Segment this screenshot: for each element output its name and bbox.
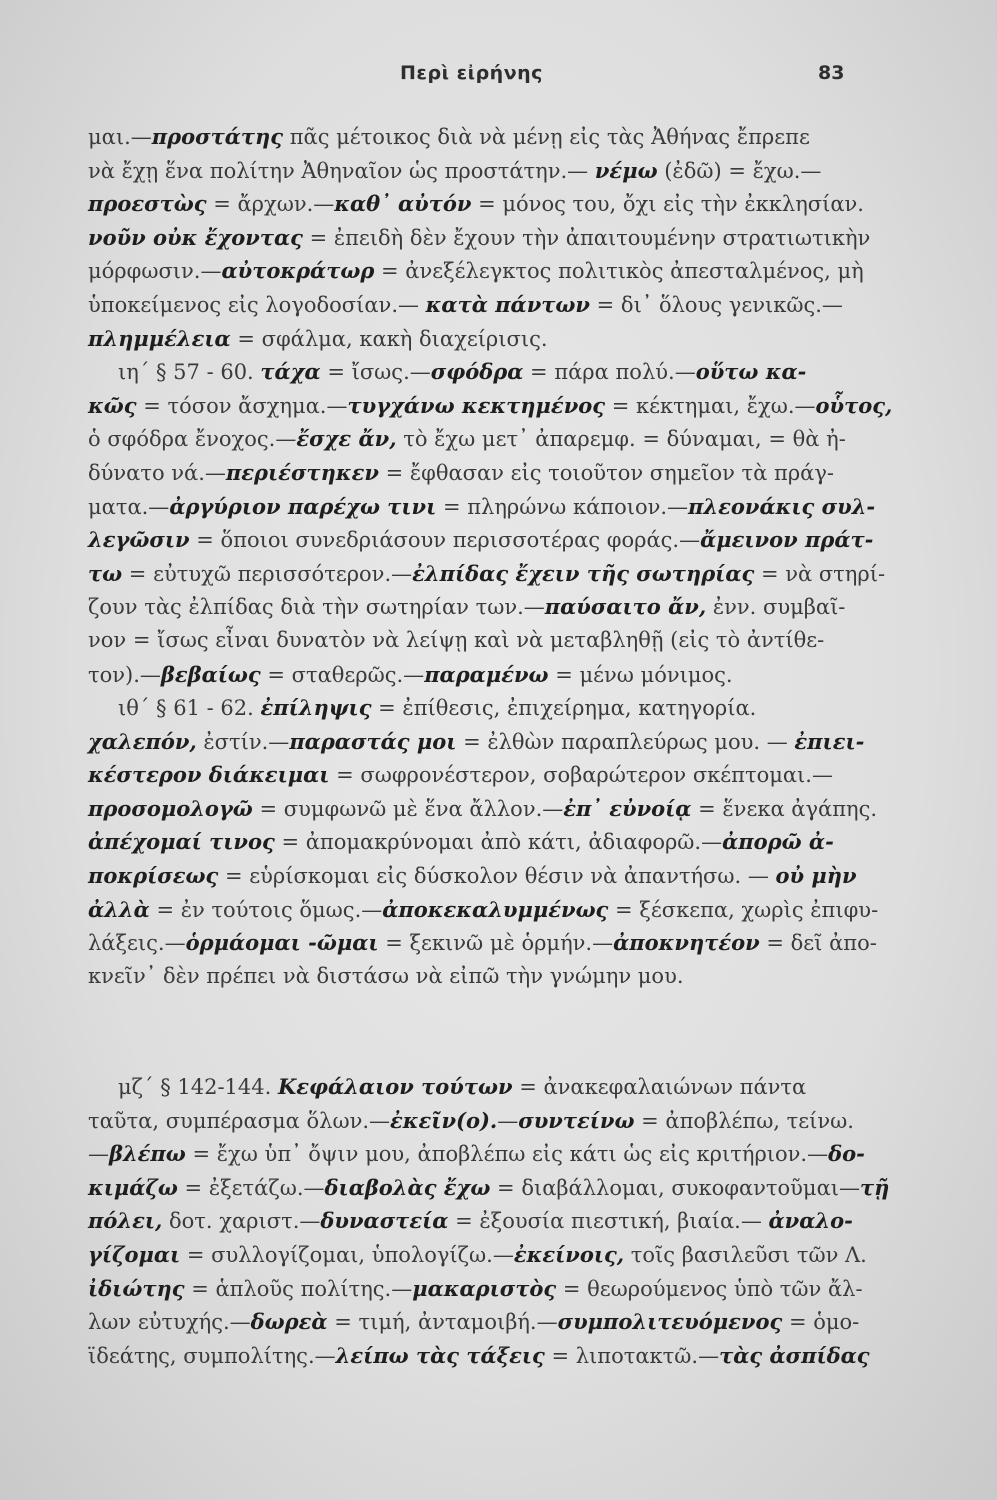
text-line <box>88 1272 863 1306</box>
glossary-text: = ἐλθὼν παραπλεύρως μου. — <box>456 729 795 754</box>
glossary-term: νέμω <box>594 157 658 183</box>
text-line <box>88 523 874 557</box>
glossary-term: ἄμεινον πράτ- <box>700 527 874 553</box>
glossary-term: οὐ μὴν <box>775 863 857 889</box>
page-number: 83 <box>818 62 845 84</box>
glossary-text: ιη´ § 57 - 60. <box>118 360 261 385</box>
text-line <box>88 288 854 322</box>
glossary-term: συμπολιτευόμενος <box>557 1309 783 1335</box>
glossary-text: = σταθερῶς.— <box>260 662 425 687</box>
running-title: Περὶ εἰρήνης <box>400 62 543 84</box>
glossary-term: δο- <box>828 1141 865 1167</box>
glossary-block-2 <box>88 1070 890 1372</box>
text-line <box>88 859 857 893</box>
glossary-term: πλεονάκις συλ- <box>688 493 876 519</box>
glossary-text: = μόνος του, ὄχι εἰς τὴν ἐκκλησίαν. <box>471 192 864 217</box>
glossary-text: = τόσον ἄσχημα.— <box>136 393 348 418</box>
text-line <box>88 1070 854 1104</box>
glossary-text: = συμφωνῶ μὲ ἕνα ἄλλον.— <box>252 796 564 821</box>
glossary-term: πλημμέλεια <box>88 325 231 351</box>
glossary-term: κῶς <box>88 392 137 418</box>
glossary-term: περιέστηκεν <box>225 459 379 485</box>
glossary-block-1 <box>88 120 893 993</box>
glossary-text: ὑποκείμενος εἰς λογοδοσίαν.— <box>88 292 426 317</box>
glossary-term: λεγῶσιν <box>88 527 190 553</box>
text-line <box>88 1104 854 1138</box>
glossary-text: ζουν τὰς ἐλπίδας διὰ τὴν σωτηρίαν των.— <box>88 595 545 620</box>
text-line <box>88 1204 854 1238</box>
glossary-term: παραμένω <box>424 661 549 687</box>
glossary-text: = ἴσως.— <box>320 360 431 385</box>
glossary-term: σφόδρα <box>430 359 524 385</box>
glossary-text: = ὁμο- <box>782 1310 860 1335</box>
glossary-term: τυγχάνω κεκτημένος <box>347 392 606 418</box>
glossary-term: Κεφάλαιον τούτων <box>278 1074 513 1099</box>
text-line <box>88 154 854 188</box>
glossary-text: = πληρώνω κάποιον.— <box>436 494 689 519</box>
glossary-text: = ξεκινῶ μὲ ὁρμήν.— <box>378 931 614 956</box>
glossary-text: ματα.— <box>88 494 170 519</box>
text-line <box>88 1238 867 1272</box>
glossary-text: = ἔχω ὑπ᾽ ὄψιν μου, ἀποβλέπω εἰς κάτι ὡς εἰς κριτήριον.— <box>185 1142 829 1167</box>
text-line <box>88 254 864 288</box>
glossary-term: ἀλλὰ <box>88 896 150 922</box>
glossary-text: (ἐδῶ) = ἔχω.— <box>657 158 822 183</box>
glossary-text: = νὰ στηρί- <box>754 561 886 586</box>
glossary-term: γίζομαι <box>88 1241 181 1267</box>
glossary-term: βλέπω <box>109 1141 186 1167</box>
glossary-term: κέστερον διάκειμαι <box>88 762 330 788</box>
glossary-text: κνεῖν᾽ δὲν πρέπει νὰ διστάσω νὰ εἰπῶ τὴν γνώμην μου. <box>88 963 684 988</box>
glossary-term: κιμάζω <box>88 1174 178 1200</box>
glossary-text: ὁ σφόδρα ἔνοχος.— <box>88 427 297 452</box>
glossary-text: δύνατο νά.— <box>88 460 226 485</box>
text-line <box>88 490 876 524</box>
glossary-term: προεστὼς <box>88 191 207 217</box>
text-line <box>88 1339 870 1373</box>
glossary-term: ἐκεῖν(ο). <box>390 1107 498 1133</box>
glossary-term: δωρεὰ <box>250 1309 328 1335</box>
glossary-text: = ἕνεκα ἀγάπης. <box>691 796 878 821</box>
glossary-text: = ἐξουσία πιεστική, βιαία.— <box>448 1209 769 1234</box>
text-line <box>88 120 854 154</box>
glossary-term: χαλεπόν, <box>88 728 197 754</box>
glossary-term: διαβολὰς ἔχω <box>324 1174 491 1200</box>
glossary-term: καθ᾽ αὐτόν <box>334 191 472 217</box>
glossary-text: = ἀνακεφαλαιώνων πάντα <box>512 1075 807 1099</box>
text-line <box>88 322 854 356</box>
glossary-text: μόρφωσιν.— <box>88 259 222 284</box>
glossary-term: πόλει, <box>88 1208 163 1234</box>
glossary-term: δυναστεία <box>320 1208 449 1234</box>
text-line <box>88 389 893 423</box>
text-line <box>88 355 854 389</box>
glossary-term: παραστάς μοι <box>289 728 457 754</box>
glossary-term: ἔσχε ἄν, <box>296 426 397 452</box>
glossary-text: ϊδεάτης, συμπολίτης.— <box>88 1343 336 1368</box>
glossary-text: = συλλογίζομαι, ὑπολογίζω.— <box>180 1242 514 1267</box>
glossary-text: δοτ. χαριστ.— <box>162 1209 321 1234</box>
glossary-text: ιθ´ § 61 - 62. <box>118 696 261 721</box>
glossary-text: = ἀποβλέπω, τείνω. <box>634 1108 854 1133</box>
glossary-term: νοῦν οὐκ ἔχοντας <box>88 224 303 250</box>
glossary-text: τὸ ἔχω μετ᾽ ἀπαρεμφ. = δύναμαι, = θὰ ἠ- <box>396 427 846 452</box>
glossary-text: τον).— <box>88 662 161 687</box>
glossary-term: παύσαιτο ἄν, <box>544 594 707 620</box>
glossary-text: = εὐτυχῶ περισσότερον.— <box>122 561 413 586</box>
glossary-text: = τιμή, ἀνταμοιβή.— <box>327 1310 558 1335</box>
text-line <box>88 557 886 591</box>
glossary-text: = ἔφθασαν εἰς τοιοῦτον σημεῖον τὰ πράγ- <box>378 460 834 485</box>
text-line <box>88 1137 865 1171</box>
text-line <box>88 624 854 658</box>
glossary-term: ἀποκνητέον <box>613 930 760 956</box>
glossary-text: ἐστίν.— <box>196 729 290 754</box>
page-header <box>0 62 997 92</box>
glossary-text: = κέκτημαι, ἔχω.— <box>605 393 816 418</box>
glossary-term: προσομολογῶ <box>88 795 253 821</box>
glossary-text: = σωφρονέστερον, σοβαρώτερον σκέπτομαι.— <box>329 763 833 788</box>
glossary-term: μακαριστὸς <box>412 1275 557 1301</box>
glossary-text: ταῦτα, συμπέρασμα ὅλων.— <box>88 1108 391 1133</box>
glossary-text: — <box>497 1108 519 1133</box>
glossary-text: = δεῖ ἀπο- <box>759 931 877 956</box>
glossary-text: = σφάλμα, κακὴ διαχείρισις. <box>230 326 548 351</box>
glossary-text: = ἐπίθεσις, ἐπιχείρημα, κατηγορία. <box>371 696 757 721</box>
glossary-term: προστάτης <box>151 124 284 149</box>
glossary-text: λάξεις.— <box>88 931 186 956</box>
text-line <box>88 1171 890 1205</box>
glossary-term: ἐπ᾽ εὐνοίᾳ <box>563 795 692 821</box>
glossary-text: λων εὐτυχής.— <box>88 1310 251 1335</box>
glossary-text: — <box>88 1142 109 1167</box>
glossary-term: ἀπορῶ ἀ- <box>722 829 834 855</box>
text-line <box>88 926 877 960</box>
glossary-text: = εὑρίσκομαι εἰς δύσκολον θέσιν νὰ ἀπαντήσω. — <box>218 864 776 889</box>
text-line <box>88 187 864 221</box>
glossary-text: = ἐπειδὴ δὲν ἔχουν τὴν ἀπαιτουμένην στρατιωτικὴν <box>302 225 871 250</box>
text-line <box>88 456 854 490</box>
glossary-text: = πάρα πολύ.— <box>523 360 696 385</box>
glossary-term: ἰδιώτης <box>88 1275 185 1301</box>
text-line <box>88 658 854 692</box>
glossary-term: τάχα <box>260 359 321 385</box>
glossary-text: μαι.— <box>88 125 152 149</box>
text-line <box>88 590 854 624</box>
glossary-text: = ἐν τούτοις ὅμως.— <box>149 897 383 922</box>
glossary-text: = μένω μόνιμος. <box>548 662 733 687</box>
glossary-text: = ἀνεξέλεγκτος πολιτικὸς ἀπεσταλμένος, μὴ <box>374 259 864 284</box>
glossary-text: πᾶς μέτοικος διὰ νὰ μένῃ εἰς τὰς Ἀθήνας ἔπρεπε <box>283 125 810 149</box>
glossary-text: = ἐξετάζω.— <box>177 1175 325 1200</box>
glossary-text: τοῖς βασιλεῦσι τῶν Λ. <box>624 1242 867 1267</box>
glossary-term: ἀργύριον παρέχω τινι <box>169 493 437 519</box>
glossary-text: = δι᾽ ὅλους γενικῶς.— <box>589 292 843 317</box>
glossary-term: αὐτοκράτωρ <box>221 258 375 284</box>
glossary-text: = ἄρχων.— <box>206 192 335 217</box>
glossary-text: = ἀπομακρύνομαι ἀπὸ κάτι, ἀδιαφορῶ.— <box>274 830 723 855</box>
glossary-text: = θεωρούμενος ὑπὸ τῶν ἄλ- <box>556 1276 863 1301</box>
glossary-term: ἐπιει- <box>794 728 865 754</box>
glossary-term: ποκρίσεως <box>88 863 219 889</box>
text-line <box>88 893 879 927</box>
glossary-term: ἐπίληψις <box>260 695 372 721</box>
glossary-term: τὰς ἀσπίδας <box>719 1342 870 1368</box>
text-line <box>88 758 854 792</box>
glossary-term: ἀποκεκαλυμμένως <box>382 896 609 922</box>
glossary-term: βεβαίως <box>160 661 261 687</box>
text-line <box>88 691 854 725</box>
glossary-text: = λιποτακτῶ.— <box>544 1343 720 1368</box>
glossary-text: = ὅποιοι συνεδριάσουν περισσοτέρας φοράς.— <box>189 528 701 553</box>
glossary-term: λείπω τὰς τάξεις <box>335 1342 545 1368</box>
glossary-text: ἐνν. συμβαῖ- <box>706 595 846 620</box>
glossary-term: τῇ <box>860 1174 890 1200</box>
glossary-text: = διαβάλλομαι, συκοφαντοῦμαι— <box>490 1175 860 1200</box>
glossary-term: οὕτω κα- <box>695 359 807 385</box>
text-line <box>88 1305 860 1339</box>
glossary-term: ἀπέχομαί τινος <box>88 829 275 855</box>
text-line <box>88 221 871 255</box>
text-line <box>88 960 854 994</box>
glossary-text: = ξέσκεπα, χωρὶς ἐπιφυ- <box>608 897 879 922</box>
text-line <box>88 792 878 826</box>
glossary-term: κατὰ πάντων <box>425 291 590 317</box>
glossary-term: ὁρμάομαι -ῶμαι <box>185 930 379 956</box>
glossary-term: ἀναλο- <box>768 1208 853 1234</box>
glossary-text: μζ´ § 142-144. <box>118 1075 278 1099</box>
text-line <box>88 422 854 456</box>
text-line <box>88 725 865 759</box>
glossary-term: ἐκείνοις, <box>513 1241 625 1267</box>
text-line <box>88 825 854 859</box>
glossary-text: νον = ἴσως εἶναι δυνατὸν νὰ λείψῃ καὶ νὰ μεταβληθῇ (εἰς τὸ ἀντίθε- <box>88 627 825 652</box>
glossary-term: ἐλπίδας ἔχειν τῆς σωτηρίας <box>412 560 755 586</box>
glossary-text: = ἁπλοῦς πολίτης.— <box>184 1276 413 1301</box>
glossary-term: οὗτος, <box>815 392 893 418</box>
glossary-term: τω <box>88 560 123 586</box>
glossary-term: συντείνω <box>518 1107 635 1133</box>
glossary-text: νὰ ἔχῃ ἕνα πολίτην Ἀθηναῖον ὡς προστάτην.— <box>88 158 595 183</box>
